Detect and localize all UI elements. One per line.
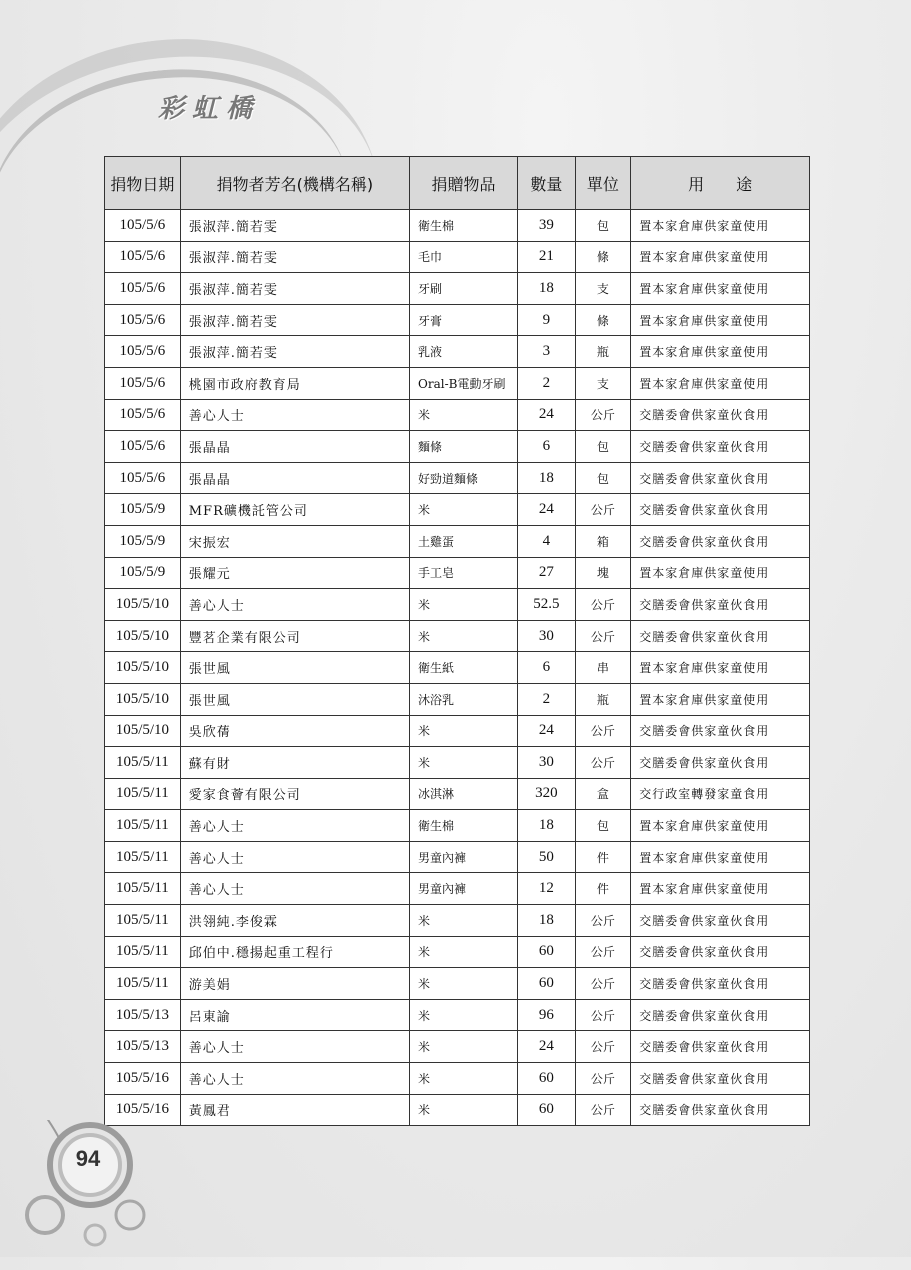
date-cell: 105/5/6 (105, 399, 181, 431)
donor-cell: 張世風 (180, 652, 409, 684)
date-cell: 105/5/6 (105, 241, 181, 273)
donor-cell: 張淑萍.簡若雯 (180, 304, 409, 336)
use-cell: 交膳委會供家童伙食用 (631, 431, 810, 463)
donor-cell: 蘇有財 (180, 747, 409, 779)
unit-cell: 公斤 (575, 494, 631, 526)
item-cell: 麵條 (410, 431, 518, 463)
qty-cell: 4 (518, 525, 576, 557)
donor-cell: 善心人士 (180, 1063, 409, 1095)
item-cell: 冰淇淋 (410, 778, 518, 810)
unit-cell: 公斤 (575, 936, 631, 968)
table-row (105, 1031, 810, 1063)
qty-cell: 6 (518, 652, 576, 684)
donor-cell: 黃鳳君 (180, 1094, 409, 1126)
qty-cell: 24 (518, 399, 576, 431)
unit-cell: 包 (575, 210, 631, 242)
table-row (105, 494, 810, 526)
donor-cell: 張淑萍.簡若雯 (180, 336, 409, 368)
item-cell: 好勁道麵條 (410, 462, 518, 494)
section-title: 彩虹橋 (158, 94, 261, 124)
use-cell: 置本家倉庫供家童使用 (631, 367, 810, 399)
date-cell: 105/5/11 (105, 810, 181, 842)
item-cell: 米 (410, 1094, 518, 1126)
donor-cell: 張世風 (180, 683, 409, 715)
date-cell: 105/5/6 (105, 304, 181, 336)
qty-cell: 320 (518, 778, 576, 810)
qty-cell: 2 (518, 367, 576, 399)
donor-cell: 張淑萍.簡若雯 (180, 210, 409, 242)
table-row (105, 620, 810, 652)
item-cell: 米 (410, 968, 518, 1000)
use-cell: 交膳委會供家童伙食用 (631, 620, 810, 652)
use-cell: 交膳委會供家童伙食用 (631, 1031, 810, 1063)
table-row (105, 778, 810, 810)
item-cell: 男童內褲 (410, 841, 518, 873)
qty-cell: 50 (518, 841, 576, 873)
donor-cell: 吳欣蒨 (180, 715, 409, 747)
qty-cell: 9 (518, 304, 576, 336)
unit-cell: 盒 (575, 778, 631, 810)
qty-cell: 60 (518, 1063, 576, 1095)
qty-cell: 18 (518, 462, 576, 494)
use-cell: 置本家倉庫供家童使用 (631, 273, 810, 305)
unit-cell: 條 (575, 241, 631, 273)
donor-cell: 邱伯中.穩揚起重工程行 (180, 936, 409, 968)
item-cell: 米 (410, 1063, 518, 1095)
unit-cell: 包 (575, 462, 631, 494)
table-row (105, 336, 810, 368)
qty-cell: 60 (518, 936, 576, 968)
donor-cell: 善心人士 (180, 1031, 409, 1063)
qty-cell: 21 (518, 241, 576, 273)
date-cell: 105/5/11 (105, 968, 181, 1000)
col-donor-header: 捐物者芳名(機構名稱) (180, 157, 409, 210)
date-cell: 105/5/16 (105, 1094, 181, 1126)
table-row (105, 715, 810, 747)
item-cell: 沐浴乳 (410, 683, 518, 715)
item-cell: 米 (410, 747, 518, 779)
item-cell: 米 (410, 999, 518, 1031)
date-cell: 105/5/16 (105, 1063, 181, 1095)
date-cell: 105/5/11 (105, 841, 181, 873)
use-cell: 交膳委會供家童伙食用 (631, 1094, 810, 1126)
date-cell: 105/5/10 (105, 620, 181, 652)
qty-cell: 3 (518, 336, 576, 368)
date-cell: 105/5/6 (105, 336, 181, 368)
date-cell: 105/5/9 (105, 525, 181, 557)
table-row (105, 589, 810, 621)
table-row (105, 525, 810, 557)
table-row (105, 304, 810, 336)
qty-cell: 39 (518, 210, 576, 242)
col-item-header: 捐贈物品 (410, 157, 518, 210)
table-row (105, 873, 810, 905)
qty-cell: 2 (518, 683, 576, 715)
date-cell: 105/5/6 (105, 431, 181, 463)
donor-cell: 桃園市政府教育局 (180, 367, 409, 399)
use-cell: 置本家倉庫供家童使用 (631, 241, 810, 273)
qty-cell: 12 (518, 873, 576, 905)
use-cell: 置本家倉庫供家童使用 (631, 557, 810, 589)
donor-cell: 張晶晶 (180, 462, 409, 494)
donor-cell: 豐茗企業有限公司 (180, 620, 409, 652)
donor-cell: 張晶晶 (180, 431, 409, 463)
qty-cell: 18 (518, 273, 576, 305)
table-row (105, 367, 810, 399)
page-number: 94 (75, 1146, 101, 1171)
table-row (105, 652, 810, 684)
item-cell: 毛巾 (410, 241, 518, 273)
item-cell: Oral-B電動牙刷 (410, 367, 518, 399)
use-cell: 交膳委會供家童伙食用 (631, 936, 810, 968)
col-qty-header: 數量 (518, 157, 576, 210)
unit-cell: 支 (575, 273, 631, 305)
unit-cell: 包 (575, 431, 631, 463)
date-cell: 105/5/9 (105, 557, 181, 589)
donor-cell: 愛家食薈有限公司 (180, 778, 409, 810)
table-row (105, 905, 810, 937)
table-header-row (105, 157, 810, 210)
unit-cell: 公斤 (575, 399, 631, 431)
use-cell: 交膳委會供家童伙食用 (631, 399, 810, 431)
item-cell: 米 (410, 620, 518, 652)
use-cell: 交膳委會供家童伙食用 (631, 589, 810, 621)
table-row (105, 968, 810, 1000)
qty-cell: 60 (518, 968, 576, 1000)
use-cell: 交膳委會供家童伙食用 (631, 462, 810, 494)
unit-cell: 公斤 (575, 905, 631, 937)
table-row (105, 210, 810, 242)
item-cell: 手工皂 (410, 557, 518, 589)
table-row (105, 810, 810, 842)
table-row (105, 462, 810, 494)
unit-cell: 公斤 (575, 620, 631, 652)
donor-cell: 善心人士 (180, 589, 409, 621)
use-cell: 交膳委會供家童伙食用 (631, 1063, 810, 1095)
donor-cell: 善心人士 (180, 841, 409, 873)
table-row (105, 431, 810, 463)
donor-cell: 善心人士 (180, 399, 409, 431)
item-cell: 米 (410, 494, 518, 526)
qty-cell: 52.5 (518, 589, 576, 621)
date-cell: 105/5/9 (105, 494, 181, 526)
date-cell: 105/5/6 (105, 273, 181, 305)
date-cell: 105/5/13 (105, 1031, 181, 1063)
item-cell: 衛生棉 (410, 210, 518, 242)
unit-cell: 件 (575, 873, 631, 905)
use-cell: 交膳委會供家童伙食用 (631, 747, 810, 779)
qty-cell: 60 (518, 1094, 576, 1126)
donor-cell: 善心人士 (180, 810, 409, 842)
use-cell: 置本家倉庫供家童使用 (631, 652, 810, 684)
date-cell: 105/5/6 (105, 367, 181, 399)
date-cell: 105/5/11 (105, 778, 181, 810)
item-cell: 米 (410, 905, 518, 937)
use-cell: 置本家倉庫供家童使用 (631, 304, 810, 336)
table-row (105, 747, 810, 779)
use-cell: 交膳委會供家童伙食用 (631, 905, 810, 937)
donation-table (104, 156, 810, 1126)
use-cell: 置本家倉庫供家童使用 (631, 841, 810, 873)
date-cell: 105/5/11 (105, 905, 181, 937)
table-row (105, 936, 810, 968)
qty-cell: 18 (518, 810, 576, 842)
donor-cell: 游美娟 (180, 968, 409, 1000)
table-row (105, 683, 810, 715)
qty-cell: 30 (518, 620, 576, 652)
donor-cell: 張淑萍.簡若雯 (180, 273, 409, 305)
unit-cell: 瓶 (575, 336, 631, 368)
use-cell: 交膳委會供家童伙食用 (631, 715, 810, 747)
item-cell: 土雞蛋 (410, 525, 518, 557)
unit-cell: 公斤 (575, 589, 631, 621)
use-cell: 置本家倉庫供家童使用 (631, 336, 810, 368)
qty-cell: 24 (518, 1031, 576, 1063)
donor-cell: 洪翎純.李俊霖 (180, 905, 409, 937)
donor-cell: 張淑萍.簡若雯 (180, 241, 409, 273)
use-cell: 置本家倉庫供家童使用 (631, 810, 810, 842)
date-cell: 105/5/10 (105, 589, 181, 621)
table-row (105, 557, 810, 589)
col-date-header: 捐物日期 (105, 157, 181, 210)
item-cell: 米 (410, 589, 518, 621)
item-cell: 男童內褲 (410, 873, 518, 905)
donor-cell: 宋振宏 (180, 525, 409, 557)
unit-cell: 條 (575, 304, 631, 336)
unit-cell: 瓶 (575, 683, 631, 715)
table-row (105, 273, 810, 305)
item-cell: 米 (410, 936, 518, 968)
unit-cell: 串 (575, 652, 631, 684)
unit-cell: 公斤 (575, 1094, 631, 1126)
table-row (105, 399, 810, 431)
unit-cell: 包 (575, 810, 631, 842)
unit-cell: 支 (575, 367, 631, 399)
donor-cell: 呂東諭 (180, 999, 409, 1031)
table-row (105, 241, 810, 273)
unit-cell: 塊 (575, 557, 631, 589)
date-cell: 105/5/10 (105, 683, 181, 715)
use-cell: 置本家倉庫供家童使用 (631, 873, 810, 905)
date-cell: 105/5/13 (105, 999, 181, 1031)
qty-cell: 27 (518, 557, 576, 589)
item-cell: 衛生棉 (410, 810, 518, 842)
table-row (105, 1094, 810, 1126)
qty-cell: 18 (518, 905, 576, 937)
unit-cell: 公斤 (575, 715, 631, 747)
item-cell: 牙刷 (410, 273, 518, 305)
use-cell: 交膳委會供家童伙食用 (631, 494, 810, 526)
qty-cell: 96 (518, 999, 576, 1031)
date-cell: 105/5/11 (105, 747, 181, 779)
donor-cell: 善心人士 (180, 873, 409, 905)
item-cell: 米 (410, 1031, 518, 1063)
date-cell: 105/5/11 (105, 873, 181, 905)
date-cell: 105/5/6 (105, 462, 181, 494)
unit-cell: 箱 (575, 525, 631, 557)
use-cell: 置本家倉庫供家童使用 (631, 683, 810, 715)
use-cell: 交膳委會供家童伙食用 (631, 525, 810, 557)
item-cell: 米 (410, 715, 518, 747)
unit-cell: 公斤 (575, 968, 631, 1000)
unit-cell: 公斤 (575, 1031, 631, 1063)
qty-cell: 24 (518, 494, 576, 526)
date-cell: 105/5/10 (105, 652, 181, 684)
qty-cell: 6 (518, 431, 576, 463)
unit-cell: 公斤 (575, 999, 631, 1031)
unit-cell: 公斤 (575, 747, 631, 779)
use-cell: 交膳委會供家童伙食用 (631, 999, 810, 1031)
item-cell: 衛生紙 (410, 652, 518, 684)
col-use-header: 用 途 (631, 157, 810, 210)
item-cell: 牙膏 (410, 304, 518, 336)
use-cell: 置本家倉庫供家童使用 (631, 210, 810, 242)
qty-cell: 24 (518, 715, 576, 747)
use-cell: 交行政室轉發家童食用 (631, 778, 810, 810)
item-cell: 米 (410, 399, 518, 431)
donor-cell: 張耀元 (180, 557, 409, 589)
unit-cell: 件 (575, 841, 631, 873)
col-unit-header: 單位 (575, 157, 631, 210)
item-cell: 乳液 (410, 336, 518, 368)
table-row (105, 1063, 810, 1095)
qty-cell: 30 (518, 747, 576, 779)
table-row (105, 999, 810, 1031)
use-cell: 交膳委會供家童伙食用 (631, 968, 810, 1000)
unit-cell: 公斤 (575, 1063, 631, 1095)
date-cell: 105/5/11 (105, 936, 181, 968)
date-cell: 105/5/6 (105, 210, 181, 242)
table-body (105, 210, 810, 1126)
date-cell: 105/5/10 (105, 715, 181, 747)
table-row (105, 841, 810, 873)
donor-cell: MFR礦機託管公司 (180, 494, 409, 526)
